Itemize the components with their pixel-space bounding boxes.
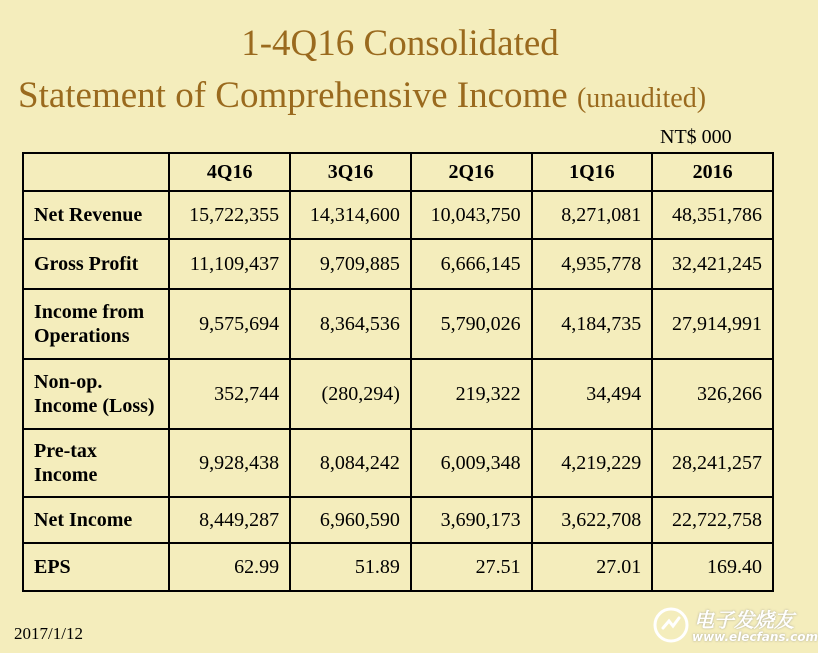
row-label-line: Income bbox=[34, 464, 98, 486]
value-cell: 3,622,708 bbox=[532, 497, 653, 543]
value-cell: 14,314,600 bbox=[290, 191, 411, 239]
header-cell: 3Q16 bbox=[290, 153, 411, 191]
value-cell: 219,322 bbox=[411, 359, 532, 429]
table-row bbox=[23, 543, 773, 591]
title-suffix: (unaudited) bbox=[576, 83, 707, 114]
value-cell: 9,709,885 bbox=[290, 239, 411, 289]
watermark-brand: 电子发烧友 bbox=[694, 608, 794, 632]
row-label-line: EPS bbox=[34, 556, 71, 578]
elecfans-logo-icon bbox=[652, 606, 690, 644]
title-line-1: 1-4Q16 Consolidated bbox=[241, 23, 559, 64]
value-cell: 8,084,242 bbox=[290, 429, 411, 497]
value-cell: 9,575,694 bbox=[169, 289, 290, 359]
value-cell: 15,722,355 bbox=[169, 191, 290, 239]
value-cell: 51.89 bbox=[290, 543, 411, 591]
value-cell: 4,935,778 bbox=[532, 239, 653, 289]
row-label bbox=[23, 239, 169, 289]
row-label-line: Income (Loss) bbox=[34, 395, 155, 417]
row-label-line: Gross Profit bbox=[34, 253, 139, 275]
row-label bbox=[23, 543, 169, 591]
value-cell: 27.51 bbox=[411, 543, 532, 591]
row-label-line: Pre-tax bbox=[34, 440, 97, 462]
value-cell: 3,690,173 bbox=[411, 497, 532, 543]
value-cell: 169.40 bbox=[652, 543, 773, 591]
row-label bbox=[23, 359, 169, 429]
value-cell: 4,184,735 bbox=[532, 289, 653, 359]
currency-unit: NT$ 000 bbox=[660, 126, 732, 148]
table-row bbox=[23, 191, 773, 239]
table-header-row bbox=[23, 153, 773, 191]
value-cell: 34,494 bbox=[532, 359, 653, 429]
value-cell: 10,043,750 bbox=[411, 191, 532, 239]
table-row bbox=[23, 429, 773, 497]
row-label-line: Income from bbox=[34, 301, 145, 323]
value-cell: 11,109,437 bbox=[169, 239, 290, 289]
value-cell: 6,666,145 bbox=[411, 239, 532, 289]
row-label bbox=[23, 289, 169, 359]
row-label-line: Operations bbox=[34, 325, 130, 347]
value-cell: 326,266 bbox=[652, 359, 773, 429]
row-label-line: Non-op. bbox=[34, 371, 103, 393]
table-row bbox=[23, 239, 773, 289]
value-cell: 32,421,245 bbox=[652, 239, 773, 289]
table-row bbox=[23, 497, 773, 543]
watermark bbox=[652, 602, 818, 650]
value-cell: 8,449,287 bbox=[169, 497, 290, 543]
row-label-line: Net Income bbox=[34, 509, 133, 531]
title-line-2 bbox=[18, 74, 706, 117]
value-cell: 27,914,991 bbox=[652, 289, 773, 359]
header-cell: 4Q16 bbox=[169, 153, 290, 191]
header-cell: 2Q16 bbox=[411, 153, 532, 191]
value-cell: 48,351,786 bbox=[652, 191, 773, 239]
value-cell: 28,241,257 bbox=[652, 429, 773, 497]
row-label bbox=[23, 497, 169, 543]
value-cell: 4,219,229 bbox=[532, 429, 653, 497]
value-cell: (280,294) bbox=[290, 359, 411, 429]
value-cell: 5,790,026 bbox=[411, 289, 532, 359]
row-label-line: Net Revenue bbox=[34, 204, 143, 226]
value-cell: 22,722,758 bbox=[652, 497, 773, 543]
income-statement-table bbox=[22, 152, 774, 592]
value-cell: 62.99 bbox=[169, 543, 290, 591]
header-cell: 2016 bbox=[652, 153, 773, 191]
table-row bbox=[23, 289, 773, 359]
value-cell: 27.01 bbox=[532, 543, 653, 591]
value-cell: 6,009,348 bbox=[411, 429, 532, 497]
value-cell: 8,364,536 bbox=[290, 289, 411, 359]
row-label bbox=[23, 191, 169, 239]
value-cell: 8,271,081 bbox=[532, 191, 653, 239]
header-cell: 1Q16 bbox=[532, 153, 653, 191]
footer-date: 2017/1/12 bbox=[14, 624, 83, 643]
title-main: Statement of Comprehensive Income bbox=[18, 75, 568, 116]
table-row bbox=[23, 359, 773, 429]
value-cell: 9,928,438 bbox=[169, 429, 290, 497]
row-label bbox=[23, 429, 169, 497]
value-cell: 6,960,590 bbox=[290, 497, 411, 543]
value-cell: 352,744 bbox=[169, 359, 290, 429]
header-cell bbox=[23, 153, 169, 191]
watermark-url: www.elecfans.com bbox=[692, 630, 818, 644]
